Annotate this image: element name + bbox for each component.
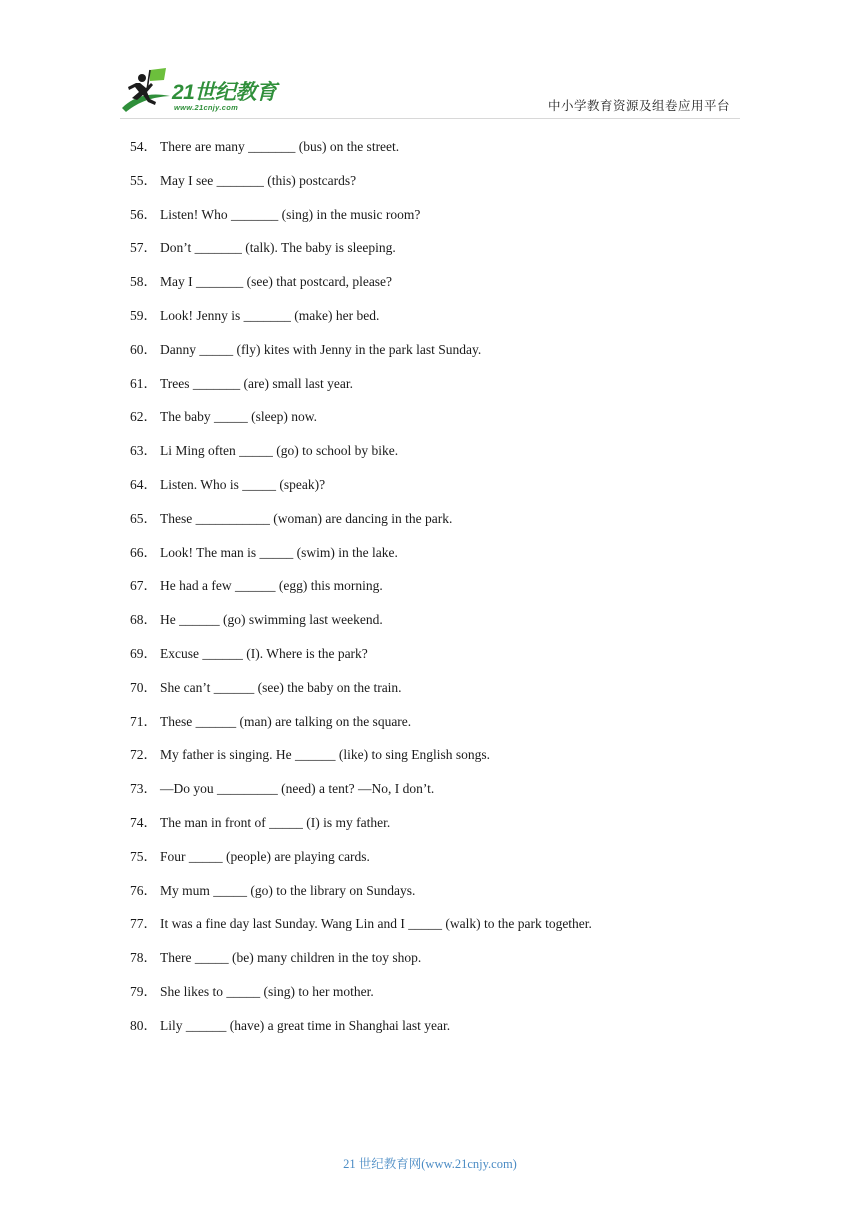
question-number: 66． (130, 544, 157, 560)
logo-url: www.21cnjy.com (174, 103, 239, 112)
question-number: 55． (130, 172, 157, 188)
question-text: It was a fine day last Sunday. Wang Lin and I _____ (walk) to the park together. (160, 916, 592, 932)
question-text: These ___________ (woman) are dancing in the park. (160, 510, 453, 526)
question-item (130, 881, 750, 915)
question-item (130, 374, 750, 408)
question-text: Danny _____ (fly) kites with Jenny in the park last Sunday. (160, 341, 482, 357)
question-text: May I _______ (see) that postcard, please? (160, 274, 393, 290)
question-number: 70． (130, 679, 157, 695)
question-text: Lily ______ (have) a great time in Shanghai last year. (160, 1017, 451, 1033)
question-item (130, 137, 750, 171)
question-list (130, 137, 750, 1050)
question-number: 71． (130, 713, 157, 729)
question-text: Look! The man is _____ (swim) in the lake. (160, 544, 398, 560)
question-number: 80． (130, 1017, 157, 1033)
question-number: 57． (130, 240, 157, 256)
question-item (130, 678, 750, 712)
header-divider (120, 118, 740, 119)
question-text: He had a few ______ (egg) this morning. (160, 578, 383, 594)
question-number: 77． (130, 916, 157, 932)
question-number: 72． (130, 747, 157, 763)
question-item (130, 779, 750, 813)
question-item (130, 238, 750, 272)
question-item (130, 982, 750, 1016)
question-item (130, 205, 750, 239)
question-text: My mum _____ (go) to the library on Sundays. (160, 882, 416, 898)
question-number: 65． (130, 510, 157, 526)
question-number: 75． (130, 848, 157, 864)
question-number: 69． (130, 645, 157, 661)
question-item (130, 475, 750, 509)
question-number: 60． (130, 341, 157, 357)
question-item (130, 340, 750, 374)
question-item (130, 813, 750, 847)
question-number: 62． (130, 409, 157, 425)
question-item (130, 914, 750, 948)
question-text: Listen! Who _______ (sing) in the music room? (160, 206, 421, 222)
question-number: 73． (130, 781, 157, 797)
question-item (130, 543, 750, 577)
question-number: 61． (130, 375, 157, 391)
question-text: The baby _____ (sleep) now. (160, 409, 317, 425)
question-text: These ______ (man) are talking on the square. (160, 713, 412, 729)
question-item (130, 407, 750, 441)
question-item (130, 745, 750, 779)
question-number: 79． (130, 983, 157, 999)
question-number: 74． (130, 814, 157, 830)
logo (120, 66, 290, 116)
question-text: —Do you _________ (need) a tent? —No, I don’t. (160, 781, 435, 797)
question-item (130, 948, 750, 982)
question-text: Look! Jenny is _______ (make) her bed. (160, 307, 380, 323)
question-number: 56． (130, 206, 157, 222)
question-item (130, 1016, 750, 1050)
question-text: Four _____ (people) are playing cards. (160, 848, 370, 864)
page-footer: 21 世纪教育网(www.21cnjy.com) (343, 1157, 517, 1171)
question-text: Listen. Who is _____ (speak)? (160, 476, 326, 492)
logo-text: 21世纪教育 (172, 81, 277, 104)
question-number: 76． (130, 882, 157, 898)
question-item (130, 171, 750, 205)
question-number: 78． (130, 950, 157, 966)
question-item (130, 644, 750, 678)
question-number: 63． (130, 443, 157, 459)
question-text: My father is singing. He ______ (like) to sing English songs. (160, 747, 490, 763)
question-text: The man in front of _____ (I) is my father. (160, 814, 391, 830)
question-text: She can’t ______ (see) the baby on the train. (160, 679, 402, 695)
question-number: 67． (130, 578, 157, 594)
question-item (130, 712, 750, 746)
question-text: Don’t _______ (talk). The baby is sleeping. (160, 240, 396, 256)
question-text: Excuse ______ (I). Where is the park? (160, 645, 368, 661)
question-item (130, 576, 750, 610)
platform-title: 中小学教育资源及组卷应用平台 (547, 99, 730, 113)
question-item (130, 441, 750, 475)
question-item (130, 509, 750, 543)
question-text: She likes to _____ (sing) to her mother. (160, 983, 374, 999)
page-header (0, 0, 860, 122)
question-text: Trees _______ (are) small last year. (160, 375, 353, 391)
question-number: 58． (130, 274, 157, 290)
question-text: There are many _______ (bus) on the street. (160, 139, 400, 154)
question-text: Li Ming often _____ (go) to school by bike. (160, 443, 399, 459)
question-number: 59． (130, 307, 157, 323)
question-text: May I see _______ (this) postcards? (160, 172, 357, 188)
question-item (130, 272, 750, 306)
question-number: 68． (130, 612, 157, 628)
question-number: 64． (130, 476, 157, 492)
question-item (130, 306, 750, 340)
question-item (130, 847, 750, 881)
question-item (130, 610, 750, 644)
question-text: There _____ (be) many children in the toy shop. (160, 950, 422, 966)
runner-logo-icon (120, 66, 172, 116)
question-text: He ______ (go) swimming last weekend. (160, 612, 383, 628)
question-number: 54． (130, 139, 157, 154)
